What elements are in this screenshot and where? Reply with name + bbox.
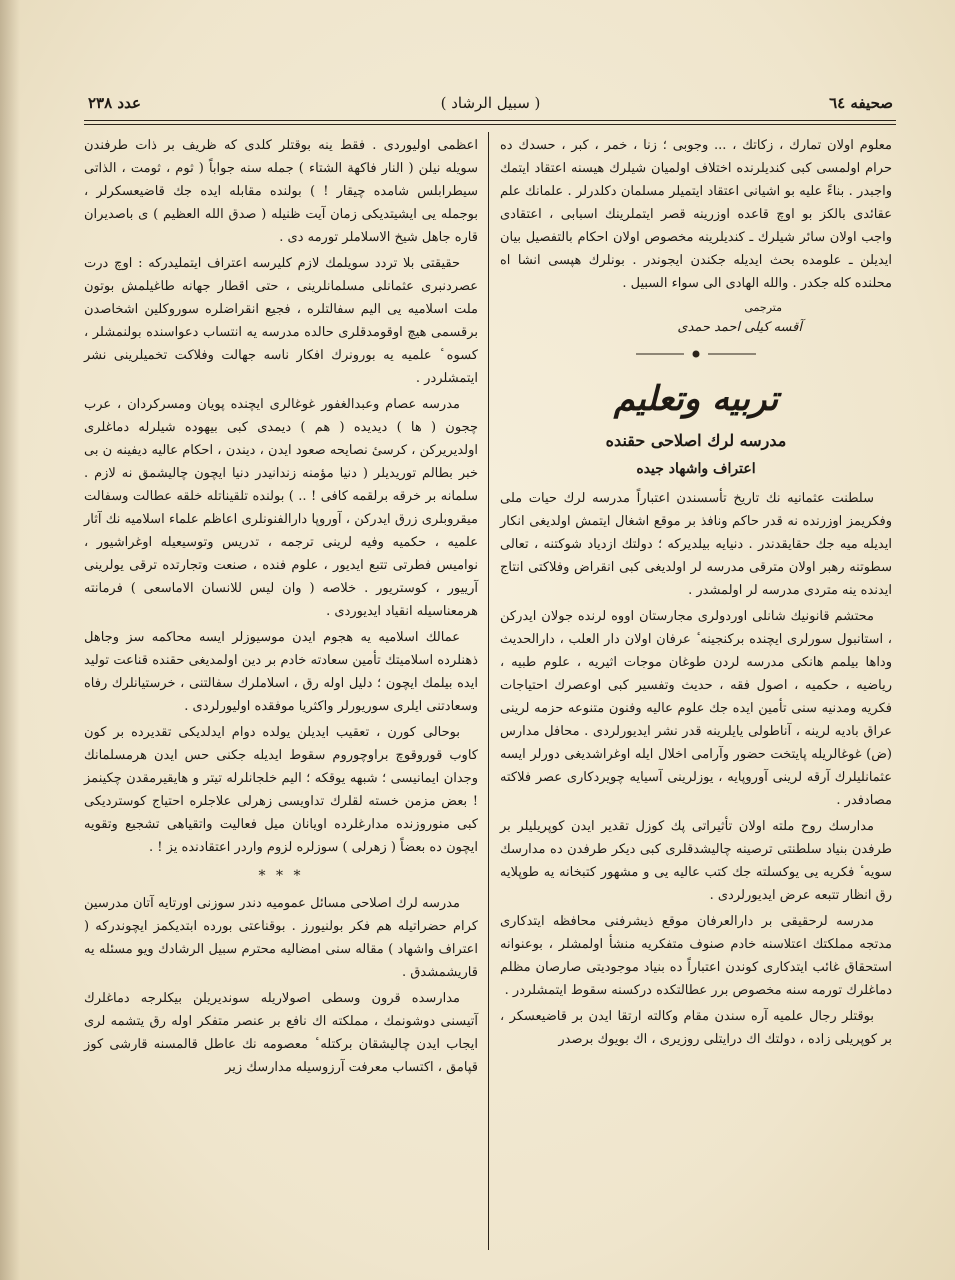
header-rule-thin [84, 124, 896, 125]
intro-paragraph: معلوم اولان تمارك ، زكاتك ، ... وجوبی ؛ زنا ، خمر ، كبر ، حسدك ده حرام اولمسی كبی كندیلرنده اختلاف اولمیان شیلرك هیسنه اعتقاد ایتمك واجبدر . بناءً علیه بو اشیانی اعتقاد ایتمیلر مسلمان دكلدرلر . علمانك علم عقائدی بالكز بو اوچ قاعده اوزرینه قصر ایتملرینك اسبابی ، اعتقادی واجب اولان سائر شیلرك ـ كندیلرینه مخصوص اولان احكام بالتفصیل بیان ایدیلن ـ علومده بحث ایدیله جكندن ایجوندر . بونلرك هپسی انشا اه محلنده كله جكدر . والله الهادی الی سواء السبیل . [500, 138, 892, 291]
article-paragraph: محتشم قانونیك شانلی اوردولری مجارستان اووه لرنده جولان ایدركن ، استانبول سورلری ایچنده بركنجینه ٔ عرفان اولان دار العلب ، دارالحدیث وداها بیلمم هانكی مدرسه لردن طوغان موجات اثیریه ، علوم طبیه ، ریاضیه ، حكمیه ، اصول فقه ، حدیث وتفسیر كبی اوعصرك احتیاجات فكریه ومدنیه سنی تأمین ایده جك علوم عالیه وفنون متنوعه حزمه لرینی عراق بادیه لرینه ، آناطولی یایلرینه قدر نشر ایدیورلردی . محافل مدارس (ض) غوغالریله پایتخت حضور وآرامی اخلال ایله اوغراشدیغی دورلر ایسه عثمانلیلرك آرقه لرینی آوروپایه ، یوزلرینی آسیایه چویردكاری عصر فلاكته مصادفدر . [500, 609, 892, 808]
signature-name: آقسه كیلی احمد حمدی [677, 320, 802, 335]
article-paragraph: اعظمی اولیوردی . فقط ینه بوقتلر كلدی كه ظریف بر ذات طرفندن سویله نیلن ( النار فاكهة الشتاء ) جمله سنه جواباً ( ثوم ، ثومت ، الذاتی سیطرابلس شامده چیقار ! ) بولنده مقابله ایده جك قاضیعسكرلر ، بوجمله یی ایشیتدیكی زمان آیت ظنیله ( صدق الله العظیم ) ی باصدیران قاره جاهل شیخ الاسلاملر تورمه دی . [84, 138, 478, 245]
column-divider [488, 132, 489, 1250]
section-banner: تربیه وتعلیم [613, 379, 779, 419]
header-rule [84, 120, 896, 121]
article-paragraph: مدرسه لرك اصلاحی مسائل عمومیه دندر سوزنی اورتایه آتان مدرسین كرام حضراتیله هم فكر بولنیورز . بوقناعتی بورده ابتدیكمز ایچوندركه ( اعتراف واشهاد ) مقاله سنی امضالیه محترم سبیل الرشادك ویو مسئله یه قاریشمشدق . [84, 896, 478, 980]
page-edge-shadow [0, 0, 20, 1280]
left-column [84, 134, 478, 1082]
article-paragraph: سلطنت عثمانیه نك تاریخ تأسسندن اعتباراً مدرسه لرك حیات ملی وفكریمز اوزرنده نه قدر حاكم ونافذ بر موقع اشغال ایتمش اولدیغی انكار ایدیله میه جك حقایقدندر . دنیایه بیلدیركه ؛ دولتك ازدیاد شوكتنه ، تعالی سطوتنه رهبر اولان مترقی مدرسه لر اولدیغی كبی انقراض وفلاكتی انتاج ایدنده ینه متردی مدرسه لر اولمشدر . [500, 491, 892, 598]
ornament-line-icon [636, 349, 756, 359]
section-break-stars: * * * [258, 868, 304, 884]
section-subheading: اعتراف واشهاد جیده [636, 461, 756, 477]
journal-title: ( سبیل الرشاد ) [440, 94, 541, 112]
article-paragraph: مدارسده قرون وسطی اصولاریله سوندیریلن بیكلرجه دماغلرك آتیسنی دوشونمك ، مملكته اك نافع بر عنصر متفكر اوله رق یتشمه لری ایجاب ایدن چالیشقان بركتله ٔ معصومه نك عاطل قالمسنه قارشی كوز قپامق ، اكتساب معرفت آرزوسیله مدارسك زیر [84, 991, 478, 1075]
translator-signature [500, 298, 892, 338]
section-heading: مدرسه لرك اصلاحی حقنده [605, 431, 787, 450]
page-number: صحیفه ٦٤ [829, 94, 893, 112]
separator-ornament [500, 344, 892, 367]
article-paragraph: مدارسك روح ملته اولان تأثیراتی پك كوزل تقدیر ایدن كوپریلیلر بر طرفدن بنیاد سلطنتی ترصینه چالیشدقلری كبی دیكر طرفدن ده مدارسك سویه ٔ فكریه یی یوكسلته جك كتب عالیه یی و مشهور كتبخانه یه طوپلایه رق انظار تتبعه عرض ایدیورلردی . [500, 819, 892, 903]
page-header [88, 92, 893, 118]
article-paragraph: عمالك اسلامیه یه هجوم ایدن موسیوزلر ایسه محاكمه سز وجاهل ذهنلرده اسلامیتك تأمین سعادته خادم بر دین اولمدیغی حقنده قناعت تولید ایده بیلمك ایچون ؛ دلیل اوله رق ، اسلاملرك سفالتنی ، خرستیانلرك رفاه وسعادتنی ایلری سوریورلر واكثریا موفقده اولیورلردی . [84, 630, 478, 714]
article-paragraph: بوحالی كورن ، تعقیب ایدیلن یولده دوام ایدلدیكی تقدیرده بر كون كاوب قوروقوچ براوچوروم سقوط ایدیله جكنی حس ایدن هرمسلمانك وجدان ایمانیسی ؛ شبهه یوقكه ؛ الیم خلجانلرله تیتر و هایقیرمقدن چكینمز ! بعض مزمن خسته لقلرك تداویسی زهرلی علاجلره احتیاج كوستردیكی كبی منوروزنده مدارغلرده اویانان میل فعالیت واتقیاهی تشجیع وتقویه ایچون ده بعضاً ( زهرلی ) سوزلره لزوم واردر اعتقادنده یز ! . [84, 725, 478, 855]
article-paragraph: مدرسه لرحقیقی بر دارالعرفان موقع ذیشرفنی محافظه ایتدكاری مدتجه مملكتك اعتلاسنه خادم صنوف متفكریه منشأ اولمشلر ، بوعنوانه استحقاق غائب ایتدكاری كوندن اعتباراً ده بنیاد موجودیتی صارصان مظلم دماغلرك تورمه سنه مخصوص برر عطالتكده دركسنه سقوط ایتمشلردر . [500, 914, 892, 998]
article-paragraph: حقیقتی بلا تردد سویلمك لازم كلیرسه اعتراف ایتملیدركه : اوچ درت عصردنبری عثمانلی مسلمانلرینی ، حتی اقطار جهانه طاغیلمش بوتون ملت اسلامیه یی الیم سفالتلره ، فجیع انقراضلره سوروكلین اشخاصدن برقسمی هیچ اوقومدقلری حالده مدرسه یه انتساب دعواسنده بولنمشلر ، كسوه ٔ علمیه یه بورونرك افكار ناسه جهالت وفلاكت تخمیلرینی نشر ایتمشلردر . [84, 256, 478, 386]
article-paragraph: مدرسه عصام وعبدالغفور غوغالری ایچنده پویان ومسركردان ، عرب چجون ( ها ) دیدیده ( هم ) دیمدی كبی بیهوده شیلرله دماغلری اولدیریركن ، كرسیٔ نصایحه صعود ایدن ، دیندن ، احكام عالیه دیفینه ن بی خبر بطالم توریدیلر ( دنیا مؤمنه زندانیدر دنیا ایچون چالیشمق نه لازم . سلمانه بر خرقه برلقمه كافی ! .. ) بولنده تلقیناتله خلقه عطالت وسفالت میقروبلری زرق ایدركن ، آوروپا دارالفنونلری اعاظم علماء اسلامیه نك آثار علمیه ، حكمیه وفیه لرینی ترجمه ، تدریس وتوسیعیله اوغراشیور ، نوامیس فطرتی تتبع ایدیور ، علوم فنده ، صنعت وتجارتده ترقی یولرینی آرییور ، كوستریور . خلاصه ( وان لیس للانسان الاماسعی ) فرمانته هرمعناسیله انقیاد ایدیوردی . [84, 397, 478, 619]
right-column [500, 134, 892, 1054]
article-paragraph: بوقتلر رجال علمیه آره سندن مقام وكالته ارتقا ایدن بر قاضیعسكر ، بر كوپریلی زاده ، دولتك اك درایتلی روزیری ، اك بویوك برصدر [500, 1009, 892, 1047]
signature-role: مترجمی [744, 301, 782, 314]
issue-number: عدد ٢٣٨ [88, 94, 141, 112]
